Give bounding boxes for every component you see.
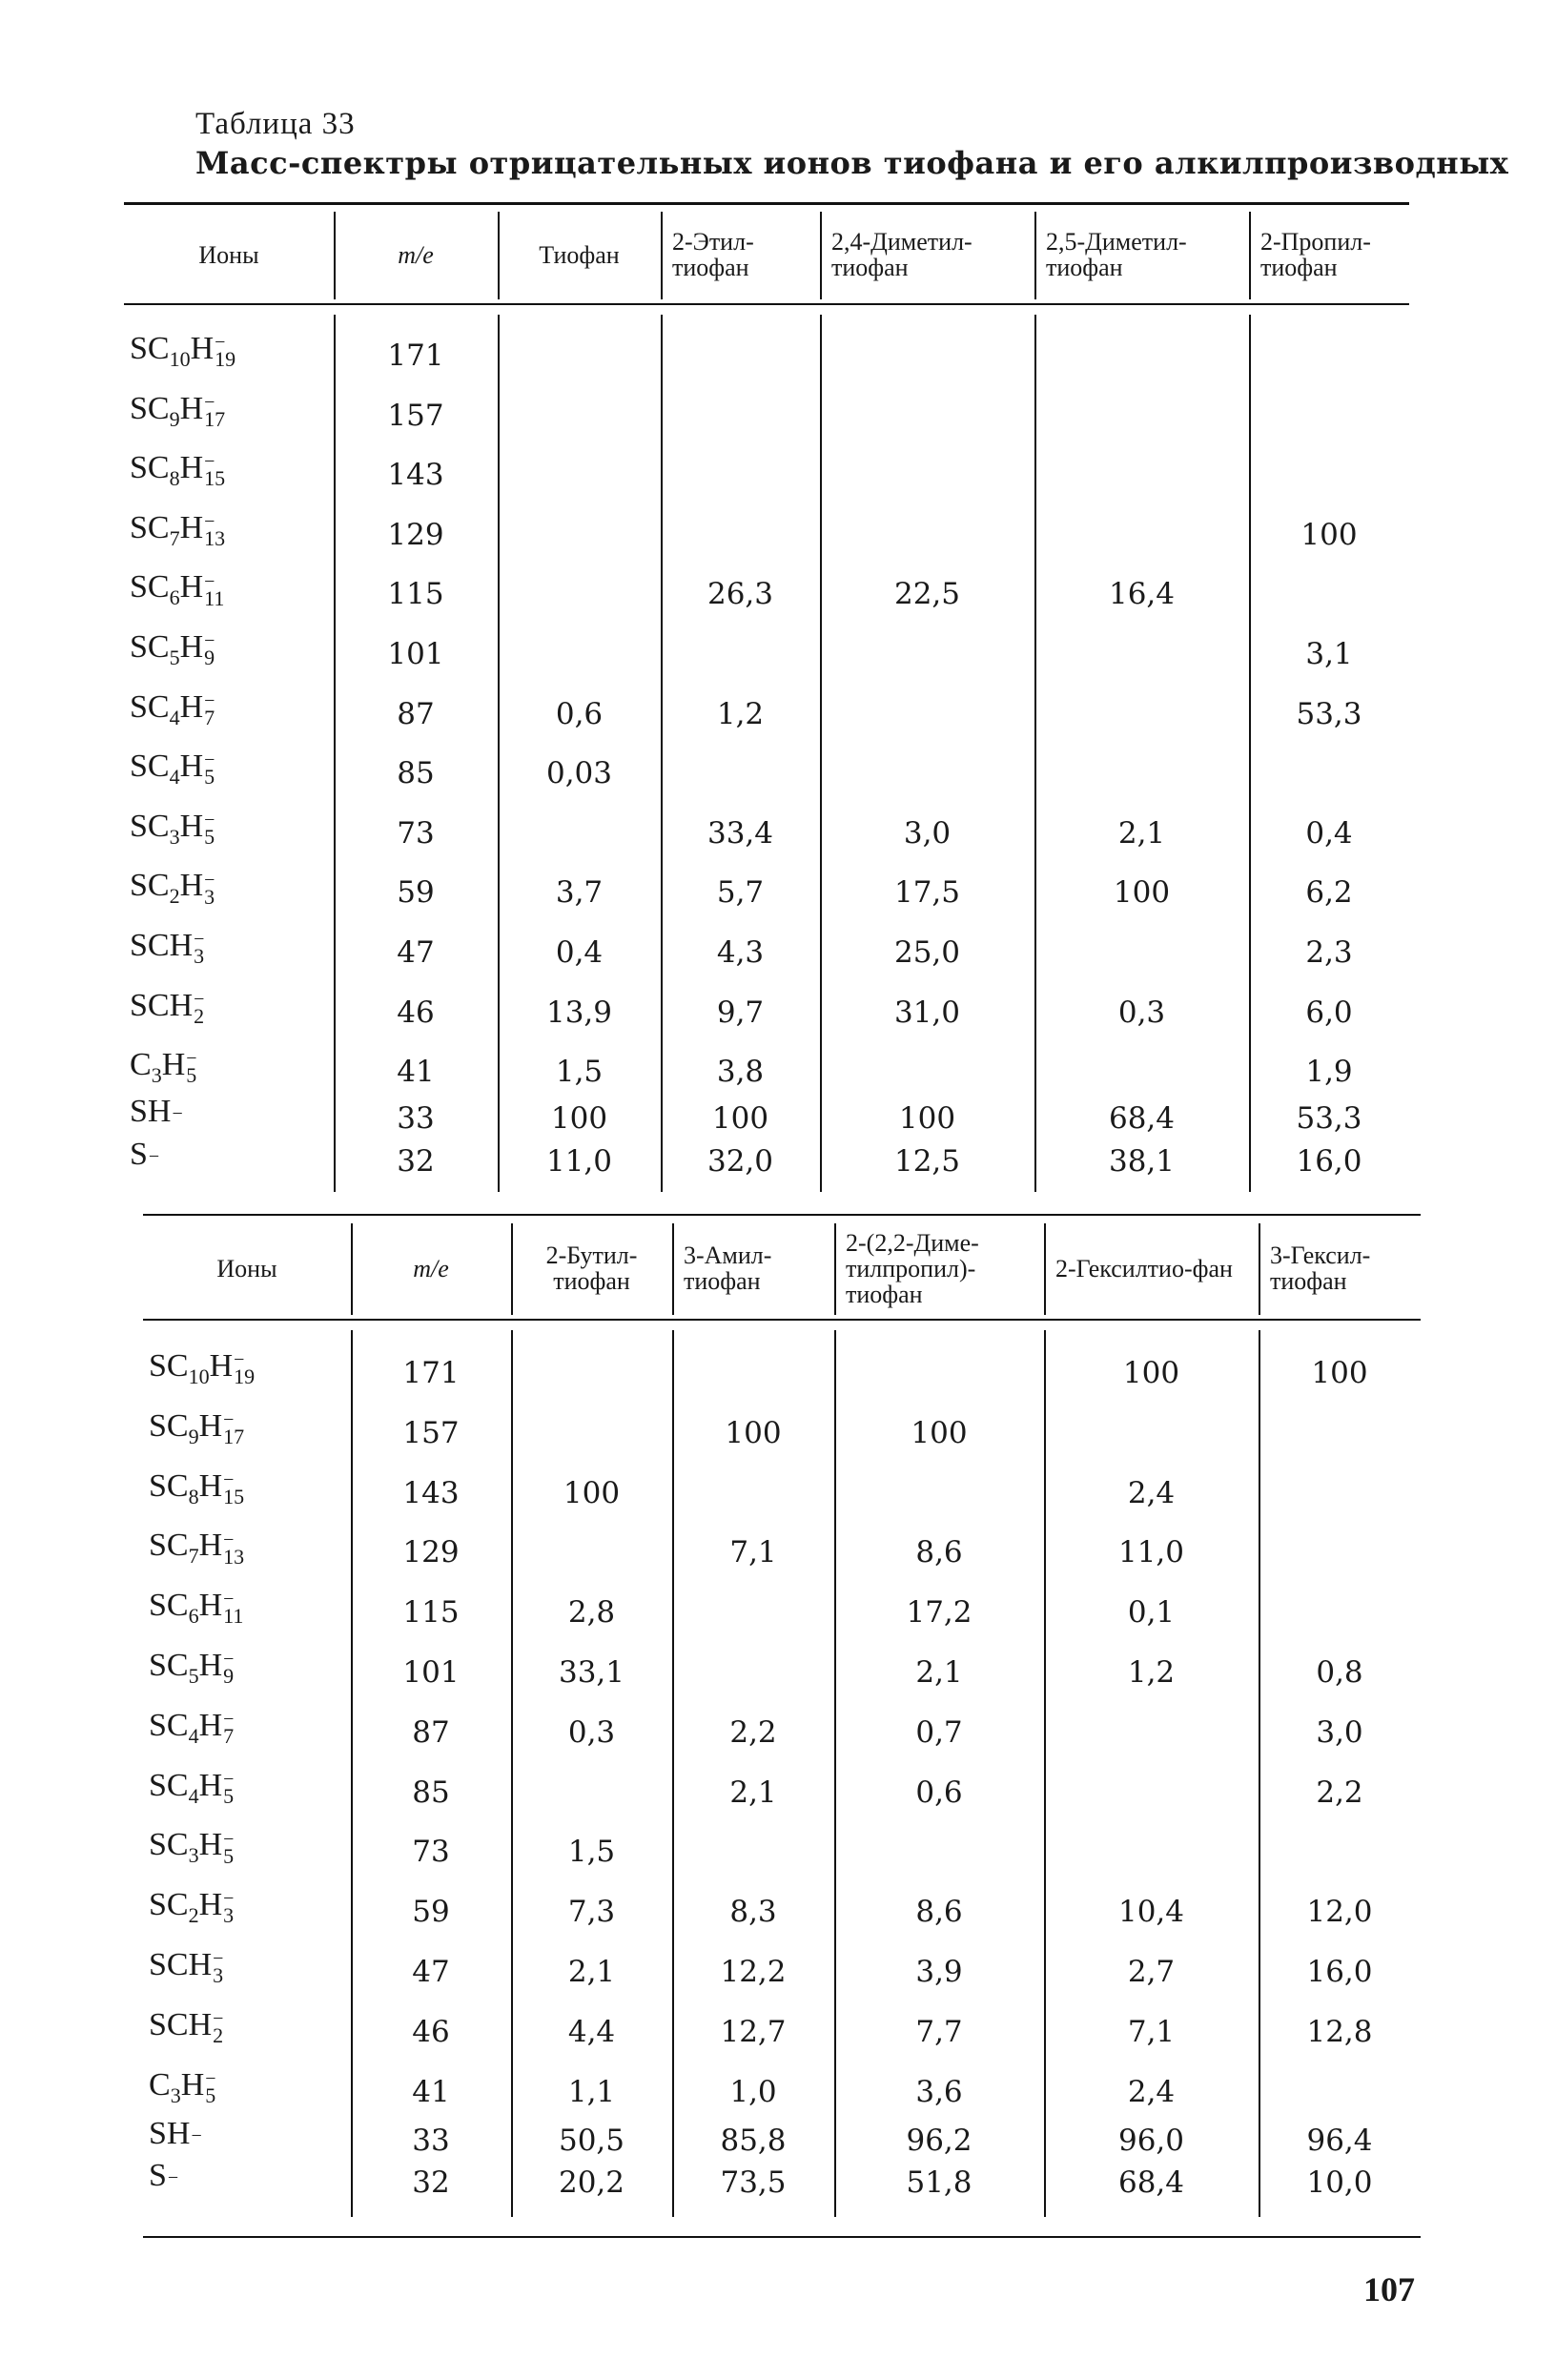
intensity-value: 33,1	[558, 1655, 625, 1690]
intensity-value: 2,1	[567, 1955, 616, 1989]
header-rule	[124, 303, 1409, 305]
intensity-value: 1,2	[1127, 1655, 1176, 1690]
mass-value: 85	[397, 756, 435, 791]
column-divider	[1034, 315, 1036, 1192]
intensity-value: 12,5	[893, 1144, 961, 1179]
ion-formula: SCH − 3	[149, 1947, 224, 1988]
column-header: 2-Этил-тиофан	[672, 228, 754, 281]
column-header: 3-Гексил-тиофан	[1270, 1241, 1371, 1295]
mass-value: 73	[397, 815, 435, 851]
intensity-value: 3,0	[1316, 1714, 1363, 1750]
ion-formula: $SC_4H$ − 7	[130, 688, 215, 729]
intensity-value: 16,0	[1306, 1955, 1373, 1989]
mass-value: 171	[387, 339, 444, 373]
mass-value: 87	[412, 1714, 450, 1750]
intensity-value: 1,0	[729, 2074, 777, 2109]
ion-formula: $SC_2H$ − 3	[130, 868, 215, 909]
ion-formula: $SC_4H$ − 7	[149, 1707, 235, 1748]
intensity-value: 50,5	[558, 2124, 625, 2158]
column-divider	[820, 315, 822, 1192]
mass-value: 115	[387, 577, 444, 612]
intensity-value: 8,6	[915, 1895, 963, 1930]
intensity-value: 68,4	[1108, 1101, 1176, 1136]
mass-value: 59	[412, 1895, 450, 1930]
mass-value: 87	[397, 696, 435, 731]
intensity-value: 26,3	[706, 577, 774, 612]
intensity-value: 100	[563, 1475, 621, 1510]
intensity-value: 12,8	[1306, 2014, 1373, 2049]
intensity-value: 0,3	[567, 1714, 616, 1750]
mass-value: 129	[387, 517, 444, 552]
intensity-value: 7,7	[915, 2014, 963, 2049]
mass-value: 47	[397, 935, 435, 970]
mass-value: 41	[397, 1055, 435, 1090]
intensity-value: 38,1	[1108, 1144, 1176, 1179]
ion-formula: $C_3H$ − 5	[149, 2066, 216, 2107]
intensity-value: 96,4	[1306, 2124, 1373, 2158]
mass-value: 32	[412, 2165, 450, 2200]
column-header: m/e	[398, 240, 434, 269]
mass-value: 46	[412, 2014, 450, 2049]
intensity-value: 0,6	[915, 1775, 963, 1810]
ion-formula: SCH − 2	[149, 2006, 224, 2047]
column-header: Ионы	[216, 1254, 277, 1282]
intensity-value: 32,0	[706, 1144, 774, 1179]
mass-value: 33	[412, 2124, 450, 2158]
column-header: m/e	[413, 1254, 449, 1282]
ion-formula: SCH − 2	[130, 987, 205, 1028]
intensity-value: 3,6	[915, 2074, 963, 2109]
intensity-value: 7,1	[729, 1535, 777, 1570]
intensity-value: 2,1	[729, 1775, 777, 1810]
intensity-value: 17,2	[906, 1595, 972, 1631]
intensity-value: 11,0	[545, 1144, 613, 1179]
intensity-value: 7,3	[567, 1895, 616, 1930]
intensity-value: 2,1	[915, 1655, 963, 1690]
ion-formula: $SC_4H$ − 5	[130, 749, 215, 790]
intensity-value: 25,0	[893, 935, 961, 970]
intensity-value: 3,8	[716, 1055, 765, 1090]
column-header: 2-Пропил-тиофан	[1260, 228, 1371, 281]
intensity-value: 53,3	[1296, 696, 1362, 731]
intensity-value: 6,0	[1305, 995, 1353, 1030]
intensity-value: 1,5	[555, 1055, 604, 1090]
intensity-value: 3,0	[903, 815, 952, 851]
intensity-value: 0,7	[915, 1714, 963, 1750]
intensity-value: 22,5	[893, 577, 961, 612]
intensity-value: 16,0	[1296, 1144, 1362, 1179]
intensity-value: 96,0	[1117, 2124, 1185, 2158]
intensity-value: 2,2	[1316, 1775, 1363, 1810]
mass-value: 33	[397, 1101, 435, 1136]
intensity-value: 100	[1300, 517, 1358, 552]
ion-formula: $SC_8H$ − 15	[130, 450, 226, 491]
intensity-value: 100	[1113, 875, 1171, 911]
mass-value: 101	[402, 1655, 460, 1690]
intensity-value: 51,8	[906, 2165, 972, 2200]
intensity-value: 8,3	[729, 1895, 777, 1930]
intensity-value: 100	[725, 1415, 782, 1450]
intensity-value: 1,9	[1305, 1055, 1353, 1090]
table-top-rule	[143, 1214, 1421, 1216]
ion-formula: $SC_{10}H$ − 19	[130, 331, 236, 372]
mass-value: 157	[387, 398, 444, 433]
intensity-value: 0,4	[1305, 815, 1353, 851]
mass-value: 85	[412, 1775, 450, 1810]
column-header: 3-Амил-тиофан	[684, 1241, 772, 1295]
intensity-value: 12,2	[720, 1955, 787, 1989]
intensity-value: 1,1	[567, 2074, 616, 2109]
column-header: 2-(2,2-Диме-тилпропил)-тиофан	[846, 1228, 979, 1308]
intensity-value: 1,2	[716, 696, 765, 731]
intensity-value: 2,8	[567, 1595, 616, 1631]
intensity-value: 3,9	[915, 1955, 963, 1989]
mass-value: 41	[412, 2074, 450, 2109]
table-title: Масс-спектры отрицательных ионов тиофана и его алкилпроизводных	[195, 145, 1509, 181]
intensity-value: 1,5	[567, 1835, 616, 1870]
intensity-value: 85,8	[720, 2124, 787, 2158]
intensity-value: 0,3	[1117, 995, 1166, 1030]
column-header: 2,5-Диметил-тиофан	[1046, 228, 1187, 281]
intensity-value: 2,3	[1305, 935, 1353, 970]
ion-formula: $SC_7H$ − 13	[130, 509, 226, 550]
mass-value: 157	[402, 1415, 460, 1450]
header-rule	[143, 1319, 1421, 1321]
intensity-value: 9,7	[716, 995, 765, 1030]
mass-value: 143	[402, 1475, 460, 1510]
intensity-value: 3,1	[1305, 637, 1353, 671]
intensity-value: 8,6	[915, 1535, 963, 1570]
intensity-value: 100	[1122, 1356, 1180, 1390]
intensity-value: 100	[711, 1101, 769, 1136]
intensity-value: 10,4	[1117, 1895, 1185, 1930]
intensity-value: 0,1	[1127, 1595, 1176, 1631]
ion-formula: $SC_7H$ − 13	[149, 1528, 245, 1569]
intensity-value: 6,2	[1305, 875, 1353, 911]
ion-formula: $SC_3H$ − 5	[130, 808, 215, 849]
ion-formula: $SC_{10}H$ − 19	[149, 1348, 256, 1389]
table-bottom-rule	[143, 2236, 1421, 2238]
intensity-value: 33,4	[706, 815, 774, 851]
intensity-value: 12,0	[1306, 1895, 1373, 1930]
intensity-value: 16,4	[1108, 577, 1176, 612]
intensity-value: 2,4	[1127, 2074, 1176, 2109]
intensity-value: 0,4	[555, 935, 604, 970]
intensity-value: 0,6	[555, 696, 604, 731]
ion-formula: SH −	[130, 1094, 183, 1129]
intensity-value: 4,4	[567, 2014, 616, 2049]
intensity-value: 2,4	[1127, 1475, 1176, 1510]
table-top-rule	[124, 202, 1409, 205]
intensity-value: 7,1	[1127, 2014, 1176, 2049]
ion-formula: S −	[149, 2158, 179, 2193]
intensity-value: 0,03	[545, 756, 613, 791]
mass-value: 143	[387, 458, 444, 493]
column-header: Тиофан	[539, 240, 620, 269]
intensity-value: 11,0	[1117, 1535, 1185, 1570]
mass-value: 171	[402, 1356, 460, 1390]
intensity-value: 100	[911, 1415, 968, 1450]
intensity-value: 0,8	[1316, 1655, 1363, 1690]
intensity-value: 100	[550, 1101, 608, 1136]
page-number: 107	[1363, 2270, 1415, 2308]
mass-value: 47	[412, 1955, 450, 1989]
ion-formula: $SC_6H$ − 11	[149, 1588, 244, 1629]
intensity-value: 100	[898, 1101, 956, 1136]
intensity-value: 31,0	[893, 995, 961, 1030]
ion-formula: $SC_5H$ − 9	[149, 1648, 235, 1689]
ion-formula: $SC_2H$ − 3	[149, 1887, 235, 1928]
intensity-value: 10,0	[1306, 2165, 1373, 2200]
column-header: 2-Гексилтио-фан	[1055, 1254, 1233, 1282]
column-header: 2,4-Диметил-тиофан	[831, 228, 972, 281]
mass-value: 101	[387, 637, 444, 671]
ion-formula: $C_3H$ − 5	[130, 1047, 197, 1088]
mass-value: 59	[397, 875, 435, 911]
intensity-value: 2,2	[729, 1714, 777, 1750]
table-number: Таблица 33	[195, 107, 356, 141]
ion-formula: $SC_8H$ − 15	[149, 1467, 245, 1508]
intensity-value: 4,3	[716, 935, 765, 970]
intensity-value: 13,9	[545, 995, 613, 1030]
intensity-value: 5,7	[716, 875, 765, 911]
column-divider	[1259, 1330, 1260, 2217]
intensity-value: 73,5	[720, 2165, 787, 2200]
ion-formula: SH −	[149, 2116, 202, 2151]
ion-formula: $SC_9H$ − 17	[130, 390, 226, 431]
intensity-value: 2,1	[1117, 815, 1166, 851]
ion-formula: $SC_5H$ − 9	[130, 629, 215, 670]
mass-value: 129	[402, 1535, 460, 1570]
mass-value: 115	[402, 1595, 460, 1631]
ion-formula: $SC_3H$ − 5	[149, 1827, 235, 1868]
intensity-value: 53,3	[1296, 1101, 1362, 1136]
mass-value: 46	[397, 995, 435, 1030]
intensity-value: 100	[1311, 1356, 1368, 1390]
intensity-value: 12,7	[720, 2014, 787, 2049]
ion-formula: SCH − 3	[130, 928, 205, 969]
ion-formula: S −	[130, 1137, 160, 1172]
column-header: 2-Бутил-тиофан	[545, 1241, 638, 1295]
ion-formula: $SC_6H$ − 11	[130, 569, 225, 610]
intensity-value: 20,2	[558, 2165, 625, 2200]
ion-formula: $SC_9H$ − 17	[149, 1407, 245, 1448]
column-header: Ионы	[198, 240, 259, 269]
intensity-value: 96,2	[906, 2124, 972, 2158]
mass-value: 32	[397, 1144, 435, 1179]
ion-formula: $SC_4H$ − 5	[149, 1767, 235, 1808]
intensity-value: 3,7	[555, 875, 604, 911]
intensity-value: 17,5	[893, 875, 961, 911]
intensity-value: 2,7	[1127, 1955, 1176, 1989]
mass-value: 73	[412, 1835, 450, 1870]
intensity-value: 68,4	[1117, 2165, 1185, 2200]
